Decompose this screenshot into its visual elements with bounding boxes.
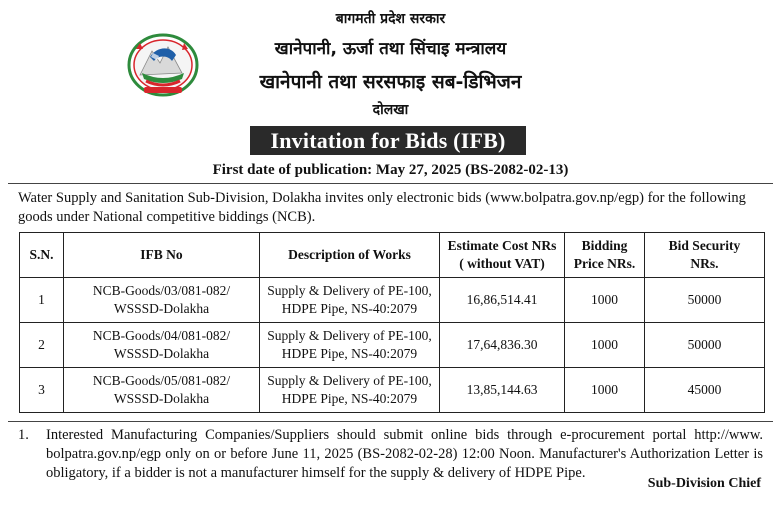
table-header-row (20, 233, 765, 278)
signature: Sub-Division Chief (647, 476, 761, 491)
cell-ifb-no: NCB-Goods/05/081-082/ WSSSD-Dolakha (64, 368, 260, 413)
intro-paragraph: Water Supply and Sanitation Sub-Division, Dolakha invites only electronic bids (www.bolpatra.gov.np/egp) for the following goods under National competitive biddings (NCB). (18, 190, 746, 225)
col-ifb-no: IFB No (64, 233, 260, 278)
cell-estimate: 16,86,514.41 (440, 278, 565, 323)
col-estimate: Estimate Cost NRs ( without VAT) (440, 233, 565, 278)
cell-bid-security: 45000 (645, 368, 765, 413)
col-bid-security: Bid Security NRs. (645, 233, 765, 278)
cell-ifb-no: NCB-Goods/04/081-082/ WSSSD-Dolakha (64, 323, 260, 368)
publication-date: First date of publication: May 27, 2025 (BS-2082-02-13) (212, 162, 569, 178)
notice-title: Invitation for Bids (IFB) (250, 126, 526, 155)
table-row (20, 323, 765, 368)
cell-sn: 3 (20, 368, 64, 413)
sub-division-heading: खानेपानी तथा सरसफाइ सब-डिभिजन (259, 71, 522, 93)
cell-description: Supply & Delivery of PE-100, HDPE Pipe, NS-40:2079 (260, 278, 440, 323)
district-heading: दोलखा (372, 102, 409, 118)
bids-table (19, 232, 765, 413)
cell-sn: 1 (20, 278, 64, 323)
cell-description: Supply & Delivery of PE-100, HDPE Pipe, NS-40:2079 (260, 323, 440, 368)
note-number: 1. (18, 427, 29, 443)
top-divider (8, 183, 773, 184)
col-bidding-price: Bidding Price NRs. (565, 233, 645, 278)
note-text: Interested Manufacturing Companies/Suppliers should submit online bids through e-procurement portal http://www. bolpatra.gov.np/egp only on or before June 11, 2025 (BS-2082-02-28) 12:00 Noon. Manufacturer's Authorization Letter is obligatory, if a bidder is not a manufacturer himself for the supply & delivery of HDPE Pipe. (46, 427, 763, 481)
province-government-heading: बागमती प्रदेश सरकार (335, 11, 446, 27)
note-item (18, 426, 763, 483)
cell-description: Supply & Delivery of PE-100, HDPE Pipe, NS-40:2079 (260, 368, 440, 413)
table-row (20, 368, 765, 413)
cell-ifb-no: NCB-Goods/03/081-082/ WSSSD-Dolakha (64, 278, 260, 323)
cell-bidding-price: 1000 (565, 368, 645, 413)
cell-sn: 2 (20, 323, 64, 368)
cell-estimate: 17,64,836.30 (440, 323, 565, 368)
cell-bid-security: 50000 (645, 323, 765, 368)
col-description: Description of Works (260, 233, 440, 278)
cell-bid-security: 50000 (645, 278, 765, 323)
bottom-divider (8, 421, 773, 422)
table-row (20, 278, 765, 323)
ministry-heading: खानेपानी, ऊर्जा तथा सिंचाइ मन्त्रालय (274, 39, 507, 59)
cell-bidding-price: 1000 (565, 278, 645, 323)
cell-bidding-price: 1000 (565, 323, 645, 368)
col-sn: S.N. (20, 233, 64, 278)
cell-estimate: 13,85,144.63 (440, 368, 565, 413)
